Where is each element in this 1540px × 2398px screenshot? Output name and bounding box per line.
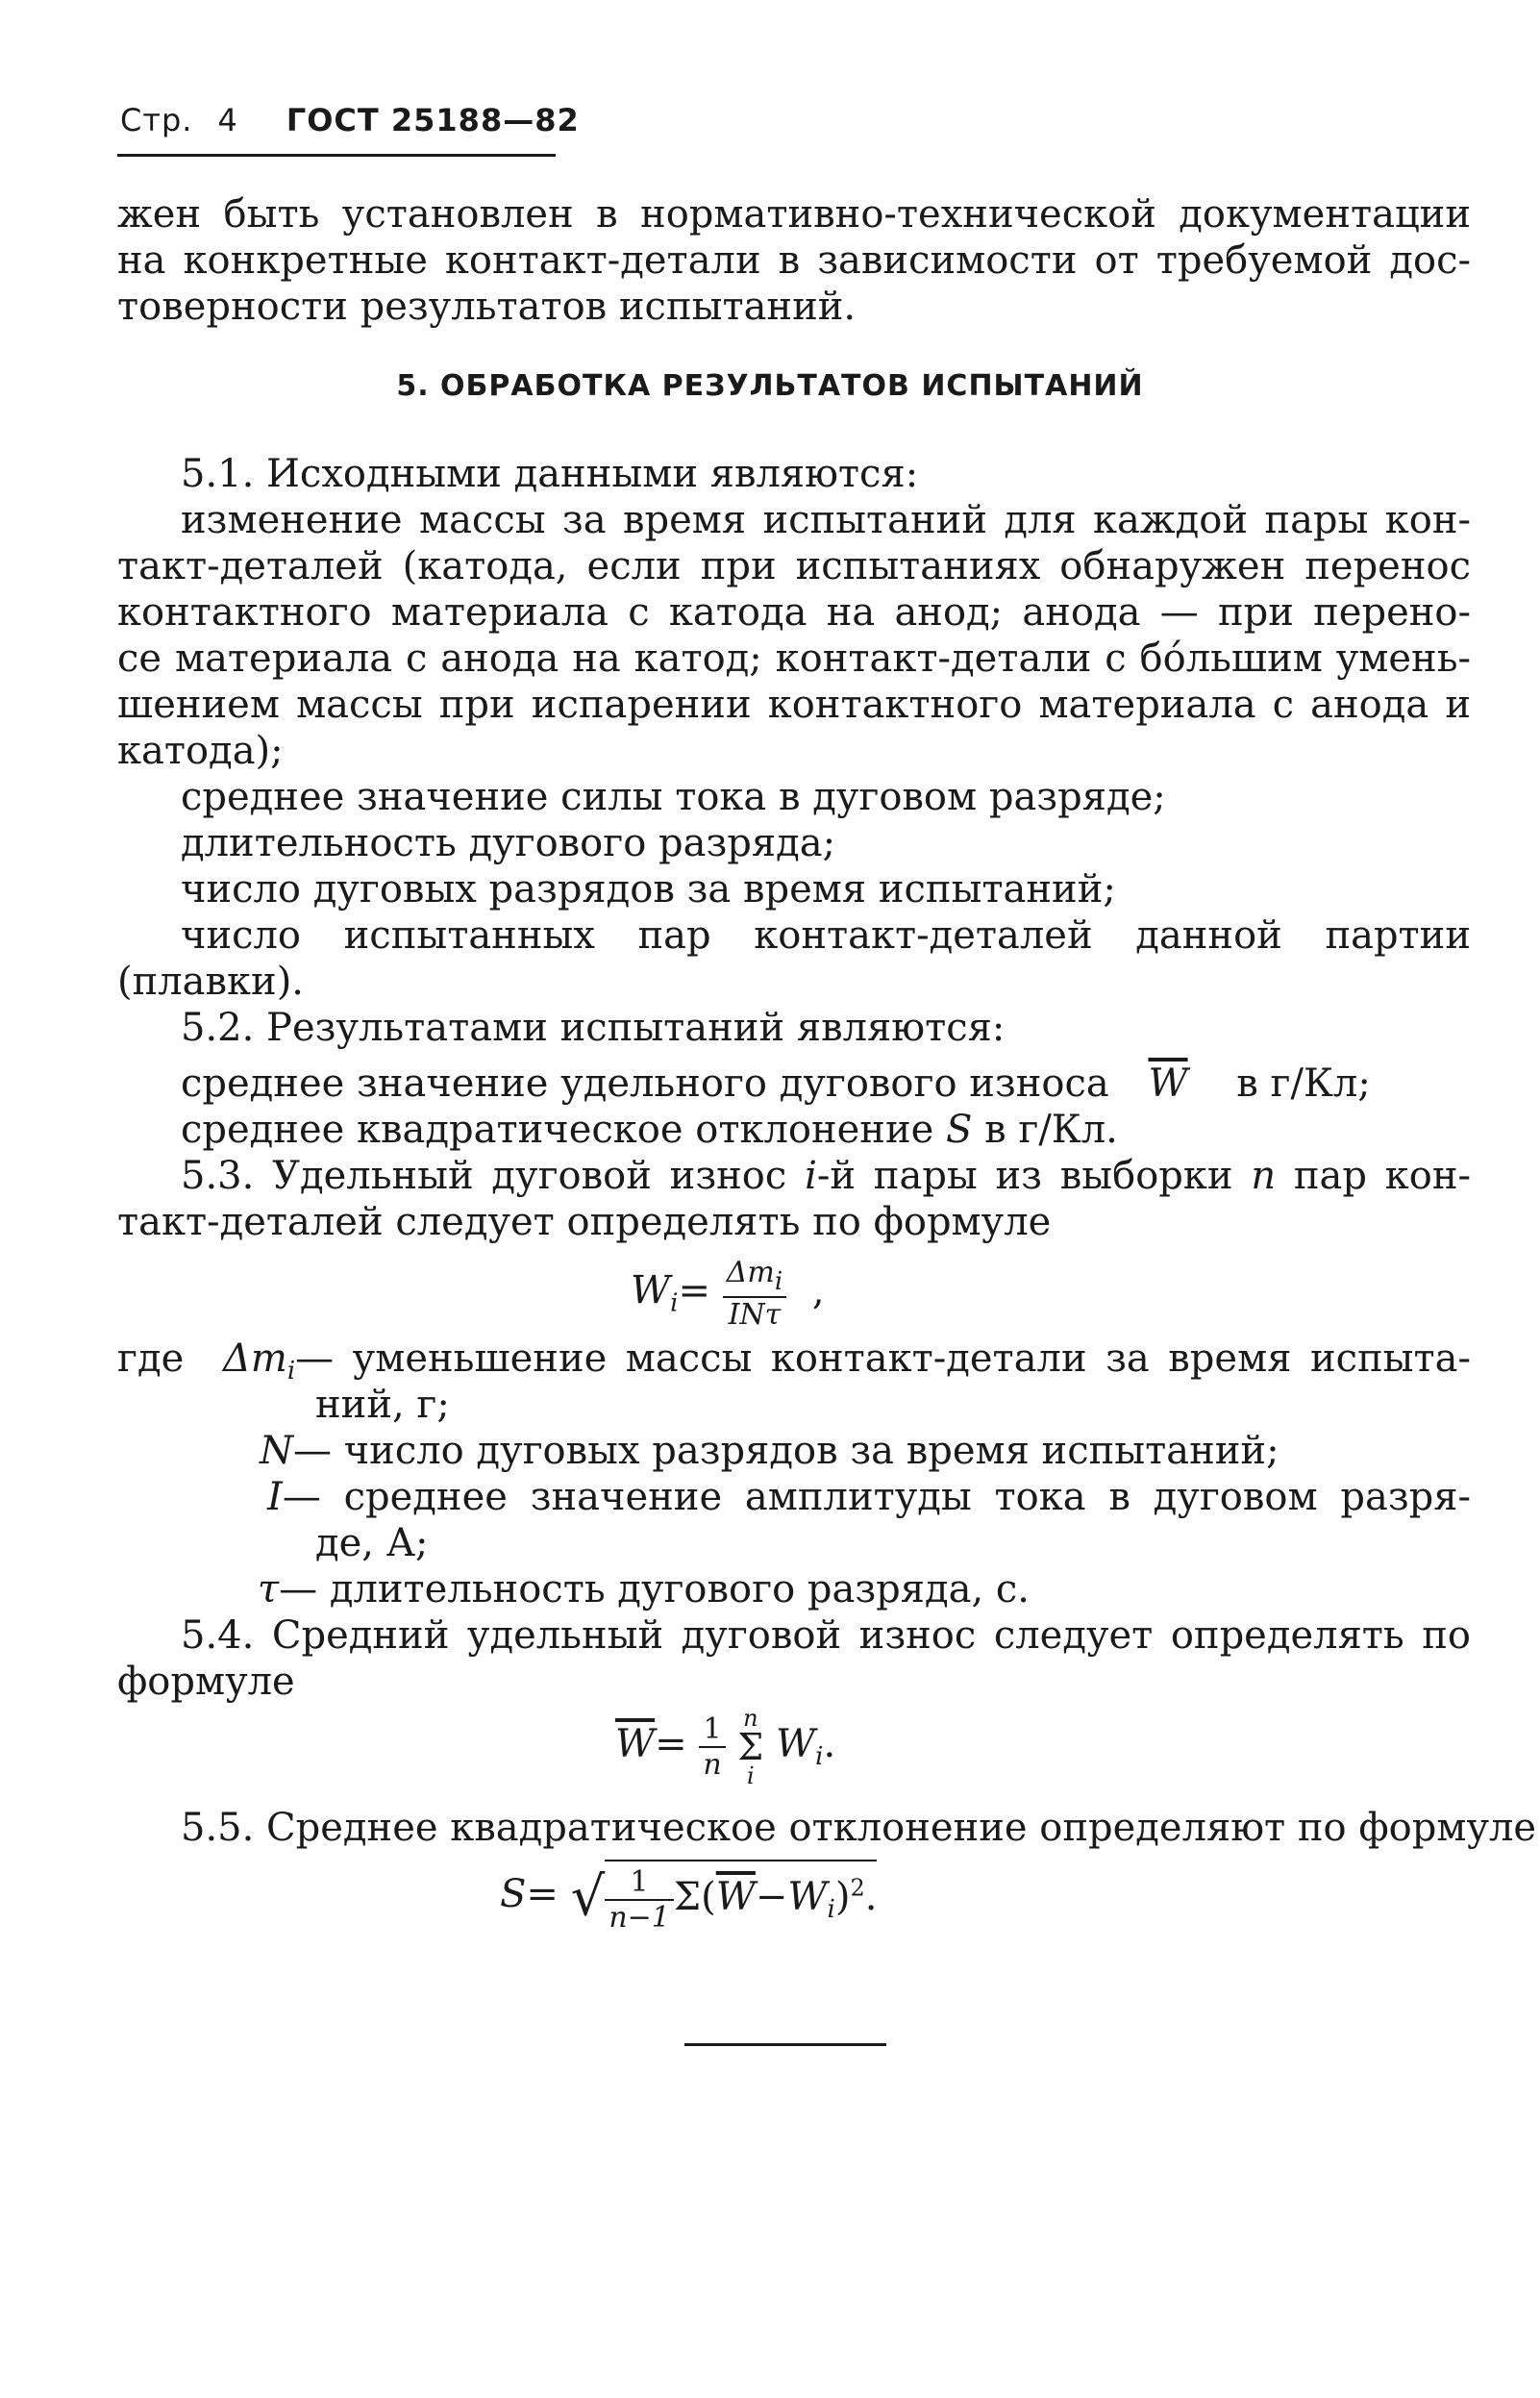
- clause-5-1-line: число дуговых разрядов за время испытаний;: [181, 867, 1116, 912]
- numerator-text: Δm: [726, 1256, 775, 1289]
- symbol-n: n: [1251, 1154, 1277, 1198]
- clause-5-2-line1: [181, 1062, 1371, 1106]
- fraction-denominator: n: [703, 1748, 722, 1782]
- formula-lhs: W: [631, 1268, 671, 1313]
- formula-comma: ,: [811, 1268, 825, 1313]
- term-w: W: [787, 1875, 828, 1919]
- sum-open: Σ(: [673, 1875, 716, 1919]
- formula-eq: =: [678, 1268, 710, 1313]
- clause-5-3-line2: такт-деталей следует определять по формуле: [117, 1200, 1052, 1244]
- fraction-denominator: n−1: [609, 1901, 670, 1935]
- clause-5-2-lead: 5.2. Результатами испытаний являются:: [181, 1006, 1006, 1050]
- formula-lhs: S: [500, 1872, 527, 1916]
- formula-wi: [631, 1256, 825, 1332]
- fraction-denominator: INτ: [728, 1298, 782, 1332]
- end-rule: [684, 2043, 886, 2046]
- def-symbol: N: [260, 1429, 293, 1473]
- def-text: — уменьшение массы контакт-детали за время испыта-: [295, 1336, 1471, 1381]
- clause-5-5-line1: 5.5. Среднее квадратическое отклонение определяют по формуле: [181, 1806, 1537, 1850]
- clause-5-1-line: катода);: [117, 729, 284, 773]
- clause-5-2-text: среднее квадратическое отклонение: [181, 1108, 934, 1152]
- def-text: — длительность дугового разряда, с.: [279, 1567, 1030, 1611]
- formula-dot: .: [823, 1722, 836, 1766]
- sum-close: ): [834, 1875, 851, 1919]
- def-text: — среднее значение амплитуды тока в дуговом разря-: [282, 1475, 1471, 1519]
- clause-5-1-line: шением массы при испарении контактного материала с анода и: [117, 683, 1471, 727]
- sum-sign: Σ: [737, 1726, 764, 1768]
- clause-5-1-lead: 5.1. Исходными данными являются:: [181, 452, 919, 496]
- intro-line: товерности результатов испытаний.: [117, 285, 857, 329]
- clause-5-3-text: пар кон-: [1293, 1154, 1472, 1198]
- formula-lhs-sub: i: [670, 1288, 679, 1318]
- where-label: где: [117, 1336, 185, 1381]
- unit: в г/Кл.: [984, 1108, 1118, 1152]
- formula-lhs: $\overline{W}$: [615, 1722, 656, 1766]
- clause-5-3-text: 5.3. Удельный дуговой износ: [181, 1154, 787, 1198]
- def-symbol-sub: i: [286, 1357, 296, 1386]
- sum-term-sub: i: [815, 1742, 824, 1771]
- definition-line: [258, 1567, 1030, 1611]
- clause-5-1-line: се материала с анода на катод; контакт-детали с бо́льшим умень-: [117, 637, 1471, 681]
- symbol-w-mean: $\overline{W}$: [1148, 1062, 1188, 1106]
- sqrt-sign: √: [570, 1865, 606, 1929]
- clause-5-1-line: контактного материала с катода на анод; анода — при перено-: [117, 590, 1471, 635]
- fraction-numerator: 1: [699, 1712, 725, 1748]
- formula-dot: .: [864, 1875, 878, 1919]
- sqrt-body: [605, 1860, 877, 1935]
- page-number: 4: [217, 102, 238, 138]
- intro-line: на конкретные контакт-детали в зависимости от требуемой дос-: [117, 238, 1471, 283]
- definition-cont: ний, г;: [315, 1383, 450, 1427]
- section-title: 5. ОБРАБОТКА РЕЗУЛЬТАТОВ ИСПЫТАНИЙ: [396, 369, 1144, 403]
- sum-lower: i: [747, 1762, 755, 1789]
- sum-term: W: [776, 1722, 816, 1766]
- def-text: — число дуговых разрядов за время испытаний;: [293, 1429, 1279, 1473]
- def-symbol: τ: [258, 1567, 280, 1611]
- def-symbol: I: [267, 1475, 283, 1519]
- numerator-sub: i: [774, 1267, 783, 1296]
- clause-5-1-line: среднее значение силы тока в дуговом разряде;: [181, 775, 1166, 819]
- term-w-sub: i: [827, 1895, 835, 1924]
- definition-line: [267, 1475, 1471, 1519]
- formula-fraction: [723, 1256, 786, 1332]
- intro-line: жен быть установлен в нормативно-технической документации: [117, 192, 1471, 237]
- clause-5-1-line: изменение массы за время испытаний для каждой пары кон-: [181, 498, 1471, 542]
- clause-5-4-line1: 5.4. Средний удельный дуговой износ следует определять по: [181, 1613, 1471, 1658]
- standard-id: ГОСТ 25188—82: [286, 102, 580, 138]
- exponent: 2: [850, 1874, 865, 1902]
- fraction-numerator: 1: [605, 1865, 674, 1901]
- page-label: Стр.: [120, 102, 193, 138]
- definition-line: [260, 1429, 1279, 1473]
- formula-eq: =: [526, 1872, 559, 1916]
- clause-5-1-line: такт-деталей (катода, если при испытаниях обнаружен перенос: [117, 544, 1471, 588]
- formula-fraction: [605, 1865, 674, 1935]
- sum-upper: n: [743, 1705, 758, 1732]
- unit: в г/Кл;: [1236, 1062, 1371, 1106]
- clause-5-1-line: число испытанных пар контакт-деталей данной партии: [181, 913, 1471, 958]
- formula-eq: =: [655, 1722, 687, 1766]
- clause-5-4-line2: формуле: [117, 1660, 295, 1704]
- fraction-numerator: [723, 1256, 786, 1298]
- clause-5-2-text: среднее значение удельного дугового износа: [181, 1062, 1109, 1106]
- page-header: [120, 102, 580, 138]
- symbol-i: i: [805, 1154, 817, 1198]
- clause-5-3-line1: [181, 1154, 1471, 1198]
- clause-5-1-line: длительность дугового разряда;: [181, 821, 836, 865]
- formula-fraction: [699, 1712, 725, 1782]
- clause-5-2-line2: [181, 1108, 1118, 1152]
- clause-5-1-line: (плавки).: [117, 960, 305, 1004]
- sum-operator: [737, 1704, 763, 1790]
- formula-s: [500, 1860, 877, 1935]
- definition-cont: де, А;: [315, 1521, 429, 1565]
- def-symbol: [223, 1336, 296, 1386]
- clause-5-3-text: -й пары из выборки: [816, 1154, 1233, 1198]
- symbol-s: S: [946, 1108, 973, 1152]
- mean-w: $\overline{W}$: [715, 1875, 756, 1919]
- formula-w-mean: [615, 1704, 835, 1790]
- header-rule: [117, 154, 556, 157]
- minus: −: [755, 1875, 788, 1919]
- def-symbol-text: Δm: [223, 1336, 287, 1381]
